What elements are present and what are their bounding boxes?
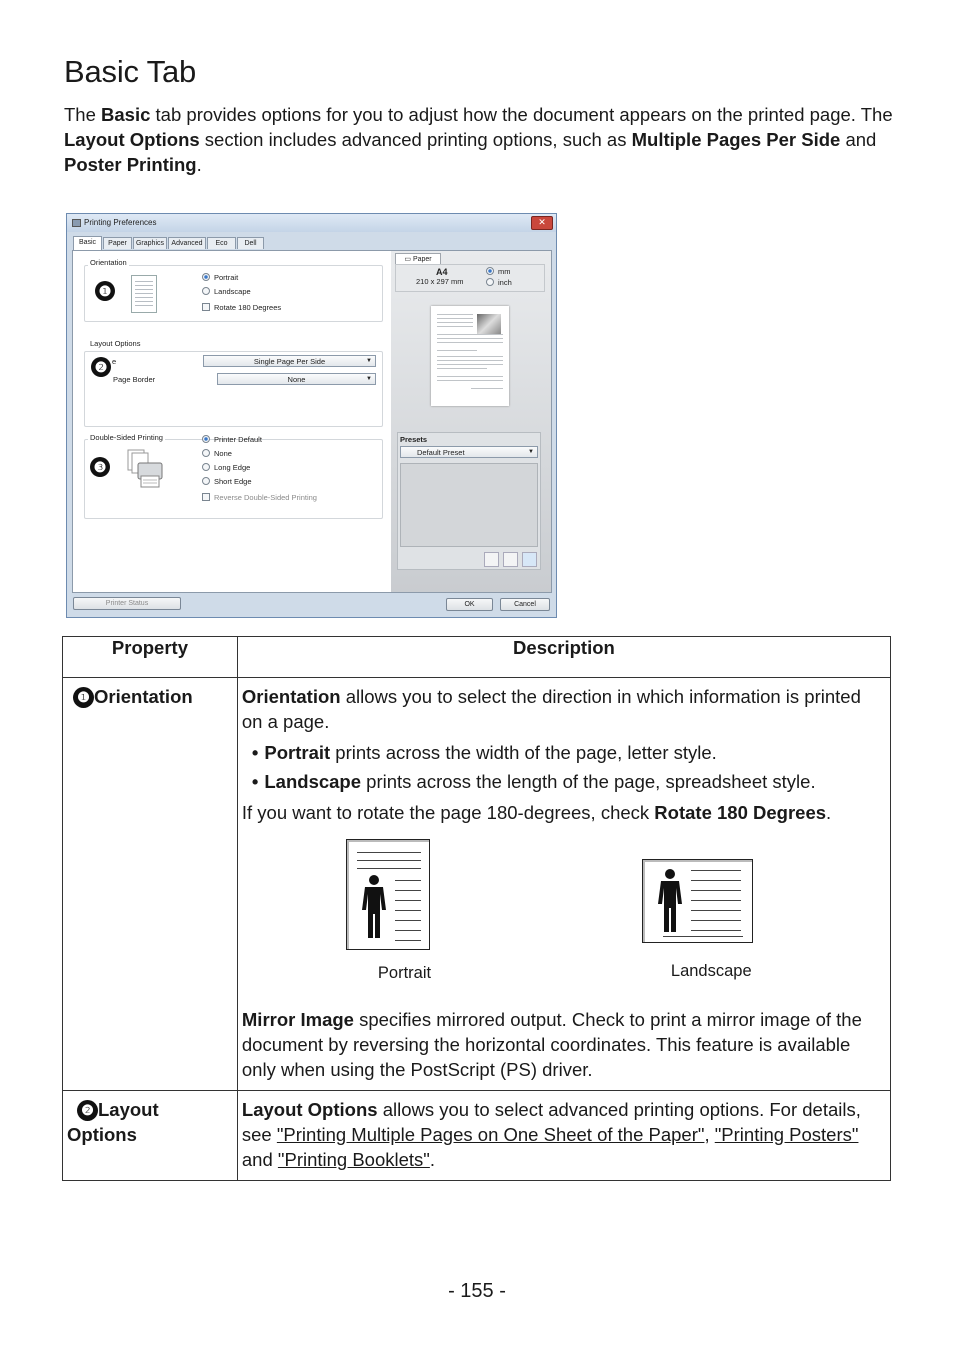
bullet-portrait: • Portrait prints across the width of the page, letter style.	[252, 738, 886, 767]
description-orientation	[237, 678, 890, 1091]
portrait-page-icon	[131, 275, 157, 313]
radio-short-edge[interactable]: Short Edge	[202, 477, 252, 486]
presets-list[interactable]	[400, 463, 538, 547]
property-orientation: ❶ Orientation	[63, 678, 238, 1091]
landscape-figure	[642, 859, 753, 943]
duplex-printer-icon	[125, 449, 165, 491]
radio-duplex-none[interactable]: None	[202, 449, 232, 458]
link-multiple-pages[interactable]: "Printing Multiple Pages on One Sheet of the Paper"	[276, 1124, 705, 1145]
description-layout-options	[237, 1091, 890, 1181]
printer-icon	[72, 219, 81, 227]
landscape-caption: Landscape	[670, 962, 752, 980]
radio-unit-inch[interactable]: inch	[486, 278, 512, 287]
marker-2-icon: ❷	[77, 1100, 98, 1121]
presets-select[interactable]: Default Preset ▼	[400, 446, 538, 458]
intro-paragraph: The Basic tab provides options for you to adjust how the document appears on the printed page. The Layout Options section includes advanced printing options, such as Multiple Pages Per Side and Poster Printing.	[64, 104, 893, 175]
link-booklets[interactable]: "Printing Booklets"	[277, 1149, 430, 1170]
layout-options-text: Layout Options allows you to select advanced printing options. For details, see "Printing Multiple Pages on One Sheet of the Paper", "Printing Posters" and "Printing Booklets".	[241, 1099, 861, 1170]
presets-label: Presets	[400, 435, 428, 444]
dialog-title: Printing Preferences	[84, 218, 157, 227]
tab-dell[interactable]: Dell	[237, 237, 264, 249]
radio-landscape[interactable]: Landscape	[202, 287, 251, 296]
dialog-titlebar	[67, 214, 556, 232]
property-layout-options: ❷ Layout Options	[63, 1091, 238, 1181]
orientation-figure	[242, 831, 886, 1007]
presets-panel	[397, 432, 541, 570]
radio-long-edge[interactable]: Long Edge	[202, 463, 250, 472]
orientation-bullets	[242, 738, 886, 796]
paper-info-box	[395, 264, 545, 292]
rotate-note: If you want to rotate the page 180-degrees, check Rotate 180 Degrees.	[241, 802, 832, 823]
table-row-layout-options	[63, 1091, 891, 1181]
checkbox-reverse-duplex[interactable]: Reverse Double-Sided Printing	[202, 493, 317, 502]
double-sided-group-label: Double-Sided Printing	[90, 433, 163, 442]
radio-unit-mm[interactable]: mm	[486, 267, 511, 276]
close-icon[interactable]: ✕	[531, 216, 553, 230]
marker-2: ❷	[91, 357, 111, 377]
page-title: Basic Tab	[64, 54, 197, 89]
layout-options-group-label: Layout Options	[90, 339, 141, 348]
bullet-landscape: • Landscape prints across the length of the page, spreadsheet style.	[252, 767, 886, 796]
basic-tab-panel	[72, 250, 552, 593]
mirror-image-note: Mirror Image specifies mirrored output. Check to print a mirror image of the document by reversing the horizontal coordinates. This feature is available only when using the PostScript (PS) driver.	[241, 1009, 862, 1080]
layout-type-label: e	[112, 357, 117, 366]
printing-preferences-dialog	[66, 213, 557, 618]
marker-3: ❸	[90, 457, 110, 477]
radio-printer-default[interactable]: Printer Default	[202, 435, 262, 444]
save-preset-icon[interactable]	[503, 552, 518, 567]
paper-dimensions: 210 x 297 mm	[416, 277, 464, 286]
property-table	[62, 636, 891, 1181]
portrait-figure	[346, 839, 430, 950]
person-icon	[655, 868, 685, 934]
page-border-label: Page Border	[113, 375, 156, 384]
paper-size: A4	[436, 267, 448, 277]
portrait-caption: Portrait	[377, 964, 432, 982]
page-border-select[interactable]: None ▼	[217, 373, 376, 385]
tab-paper[interactable]: Paper	[103, 237, 132, 249]
header-description: Description	[237, 637, 890, 678]
tab-basic[interactable]: Basic	[73, 236, 102, 250]
preview-pane	[391, 251, 551, 592]
printer-status-button[interactable]: Printer Status	[73, 597, 181, 610]
link-posters[interactable]: "Printing Posters"	[714, 1124, 859, 1145]
preview-paper-tab[interactable]: ▭ Paper	[395, 253, 441, 264]
marker-1-icon: ❶	[73, 687, 94, 708]
cancel-button[interactable]: Cancel	[500, 598, 550, 611]
page-number: - 155 -	[448, 1280, 506, 1302]
delete-preset-icon[interactable]	[522, 552, 537, 567]
table-row-orientation	[63, 678, 891, 1091]
orientation-group-label: Orientation	[90, 258, 127, 267]
tab-graphics[interactable]: Graphics	[133, 237, 167, 249]
table-header-row	[63, 637, 891, 678]
new-preset-icon[interactable]	[484, 552, 499, 567]
header-property: Property	[63, 637, 238, 678]
preview-image	[477, 314, 501, 334]
person-icon	[359, 874, 389, 940]
page-preview	[431, 306, 509, 406]
layout-type-select[interactable]: Single Page Per Side ▼	[203, 355, 376, 367]
tab-advanced[interactable]: Advanced	[168, 237, 206, 249]
marker-1: ❶	[95, 281, 115, 301]
radio-portrait[interactable]: Portrait	[202, 273, 238, 282]
ok-button[interactable]: OK	[446, 598, 493, 611]
checkbox-rotate-180[interactable]: Rotate 180 Degrees	[202, 303, 281, 312]
orientation-lead: Orientation allows you to select the direction in which information is printed on a page.	[241, 686, 861, 732]
tab-eco[interactable]: Eco	[207, 237, 236, 249]
